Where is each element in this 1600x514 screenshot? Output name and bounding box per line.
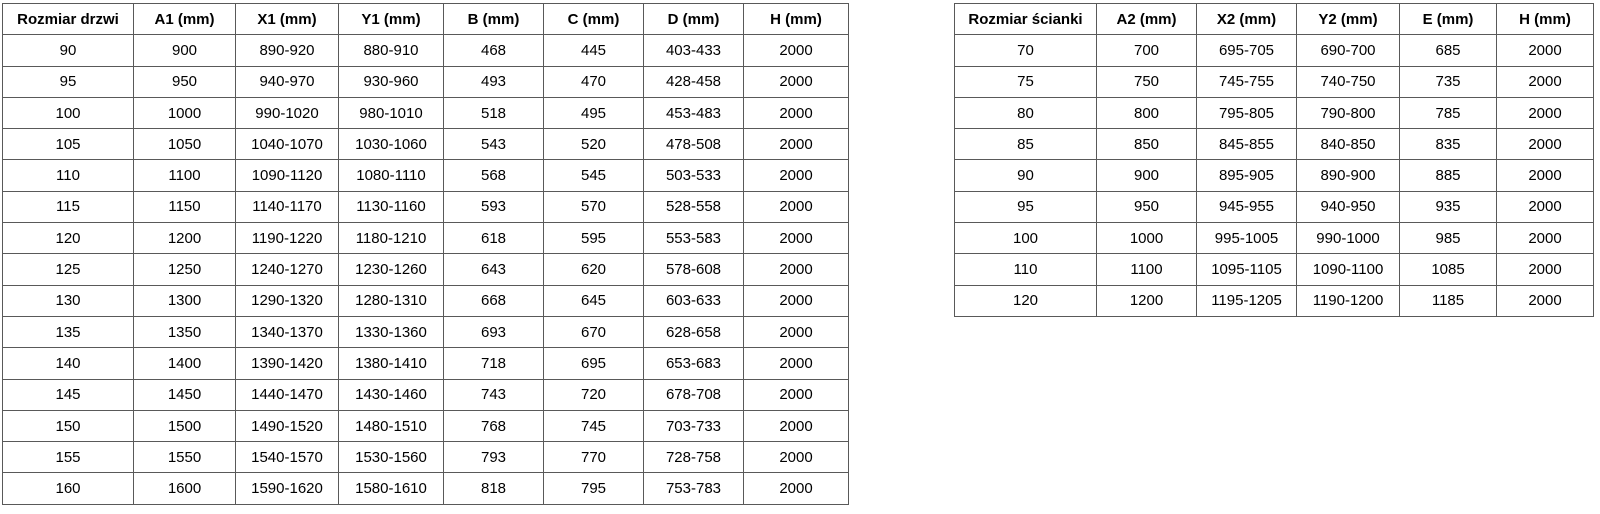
table-cell: 2000	[1497, 35, 1594, 66]
table-cell: 125	[3, 254, 134, 285]
table-cell: 720	[544, 379, 644, 410]
table-cell: 1530-1560	[339, 442, 444, 473]
table-cell: 670	[544, 316, 644, 347]
table-cell: 835	[1400, 129, 1497, 160]
table-cell: 1085	[1400, 254, 1497, 285]
column-header: Y1 (mm)	[339, 4, 444, 35]
table-cell: 115	[3, 191, 134, 222]
table-cell: 2000	[744, 97, 849, 128]
table-cell: 445	[544, 35, 644, 66]
table-cell: 793	[444, 442, 544, 473]
table-cell: 603-633	[644, 285, 744, 316]
table-cell: 940-950	[1297, 191, 1400, 222]
table-cell: 1340-1370	[236, 316, 339, 347]
table-cell: 2000	[1497, 191, 1594, 222]
table-cell: 95	[955, 191, 1097, 222]
table-cell: 700	[1097, 35, 1197, 66]
table-cell: 990-1000	[1297, 223, 1400, 254]
table-cell: 728-758	[644, 442, 744, 473]
header-row	[3, 4, 849, 35]
table-cell: 1440-1470	[236, 379, 339, 410]
table-cell: 95	[3, 66, 134, 97]
table-cell: 845-855	[1197, 129, 1297, 160]
column-header: X1 (mm)	[236, 4, 339, 35]
table-cell: 1380-1410	[339, 348, 444, 379]
table-cell: 2000	[1497, 160, 1594, 191]
column-header: H (mm)	[1497, 4, 1594, 35]
table-cell: 130	[3, 285, 134, 316]
table-cell: 653-683	[644, 348, 744, 379]
table-cell: 1240-1270	[236, 254, 339, 285]
header-row	[955, 4, 1594, 35]
table-cell: 2000	[1497, 66, 1594, 97]
table-cell: 2000	[744, 160, 849, 191]
table-cell: 553-583	[644, 223, 744, 254]
table-cell: 790-800	[1297, 97, 1400, 128]
column-header: Y2 (mm)	[1297, 4, 1400, 35]
table-cell: 1150	[134, 191, 236, 222]
table-cell: 478-508	[644, 129, 744, 160]
table-cell: 618	[444, 223, 544, 254]
table-cell: 120	[955, 285, 1097, 316]
table-cell: 785	[1400, 97, 1497, 128]
table-cell: 503-533	[644, 160, 744, 191]
table-cell: 2000	[1497, 223, 1594, 254]
table-cell: 935	[1400, 191, 1497, 222]
table-row	[3, 254, 849, 285]
table-cell: 593	[444, 191, 544, 222]
table-cell: 70	[955, 35, 1097, 66]
column-header: A1 (mm)	[134, 4, 236, 35]
table-cell: 2000	[744, 410, 849, 441]
table-cell: 543	[444, 129, 544, 160]
table-row	[3, 66, 849, 97]
table-cell: 528-558	[644, 191, 744, 222]
table-row	[955, 285, 1594, 316]
table-cell: 1280-1310	[339, 285, 444, 316]
table-cell: 1480-1510	[339, 410, 444, 441]
table-cell: 1195-1205	[1197, 285, 1297, 316]
table-cell: 745	[544, 410, 644, 441]
table-cell: 1430-1460	[339, 379, 444, 410]
column-header: H (mm)	[744, 4, 849, 35]
table-cell: 1190-1200	[1297, 285, 1400, 316]
table-cell: 950	[1097, 191, 1197, 222]
table-cell: 2000	[1497, 285, 1594, 316]
table-cell: 493	[444, 66, 544, 97]
table-cell: 155	[3, 442, 134, 473]
column-header: B (mm)	[444, 4, 544, 35]
column-header: X2 (mm)	[1197, 4, 1297, 35]
table-cell: 800	[1097, 97, 1197, 128]
table-cell: 1580-1610	[339, 473, 444, 504]
table-cell: 100	[955, 223, 1097, 254]
table-cell: 645	[544, 285, 644, 316]
table-cell: 1450	[134, 379, 236, 410]
table-cell: 1250	[134, 254, 236, 285]
table-cell: 1550	[134, 442, 236, 473]
table-cell: 428-458	[644, 66, 744, 97]
table-cell: 740-750	[1297, 66, 1400, 97]
table-cell: 160	[3, 473, 134, 504]
table-cell: 895-905	[1197, 160, 1297, 191]
column-header: Rozmiar ścianki	[955, 4, 1097, 35]
table-cell: 520	[544, 129, 644, 160]
table-cell: 668	[444, 285, 544, 316]
table-cell: 678-708	[644, 379, 744, 410]
table-cell: 745-755	[1197, 66, 1297, 97]
table-cell: 945-955	[1197, 191, 1297, 222]
table-cell: 940-970	[236, 66, 339, 97]
column-header: D (mm)	[644, 4, 744, 35]
table-cell: 1350	[134, 316, 236, 347]
table-cell: 795	[544, 473, 644, 504]
table-cell: 885	[1400, 160, 1497, 191]
table-row	[3, 160, 849, 191]
table-cell: 2000	[744, 191, 849, 222]
table-cell: 695-705	[1197, 35, 1297, 66]
table-row	[3, 473, 849, 504]
column-header: E (mm)	[1400, 4, 1497, 35]
table-cell: 753-783	[644, 473, 744, 504]
table-cell: 840-850	[1297, 129, 1400, 160]
table-cell: 518	[444, 97, 544, 128]
table-cell: 2000	[744, 473, 849, 504]
table-cell: 685	[1400, 35, 1497, 66]
table-cell: 110	[955, 254, 1097, 285]
table-cell: 995-1005	[1197, 223, 1297, 254]
table-cell: 735	[1400, 66, 1497, 97]
table-cell: 950	[134, 66, 236, 97]
table-cell: 145	[3, 379, 134, 410]
table-cell: 628-658	[644, 316, 744, 347]
table-cell: 1190-1220	[236, 223, 339, 254]
table-row	[3, 191, 849, 222]
table-row	[3, 316, 849, 347]
table-cell: 1540-1570	[236, 442, 339, 473]
table-cell: 2000	[744, 348, 849, 379]
table-cell: 1230-1260	[339, 254, 444, 285]
table-cell: 985	[1400, 223, 1497, 254]
column-header: C (mm)	[544, 4, 644, 35]
table-row	[3, 285, 849, 316]
table-row	[955, 223, 1594, 254]
table-cell: 578-608	[644, 254, 744, 285]
table-cell: 470	[544, 66, 644, 97]
table-cell: 1130-1160	[339, 191, 444, 222]
table-cell: 768	[444, 410, 544, 441]
table-cell: 1080-1110	[339, 160, 444, 191]
table-cell: 880-910	[339, 35, 444, 66]
table-cell: 468	[444, 35, 544, 66]
table-cell: 930-960	[339, 66, 444, 97]
table-cell: 453-483	[644, 97, 744, 128]
table-cell: 2000	[744, 223, 849, 254]
table-cell: 1000	[134, 97, 236, 128]
table-row	[3, 379, 849, 410]
table-cell: 75	[955, 66, 1097, 97]
table-cell: 2000	[1497, 254, 1594, 285]
table-row	[3, 410, 849, 441]
table-cell: 900	[1097, 160, 1197, 191]
table-cell: 568	[444, 160, 544, 191]
table-cell: 818	[444, 473, 544, 504]
table-cell: 110	[3, 160, 134, 191]
table-cell: 1185	[1400, 285, 1497, 316]
table-cell: 990-1020	[236, 97, 339, 128]
table-cell: 2000	[744, 35, 849, 66]
table-row	[955, 191, 1594, 222]
table-cell: 1000	[1097, 223, 1197, 254]
column-header: Rozmiar drzwi	[3, 4, 134, 35]
table-cell: 150	[3, 410, 134, 441]
table-cell: 1300	[134, 285, 236, 316]
table-cell: 1140-1170	[236, 191, 339, 222]
table-cell: 1040-1070	[236, 129, 339, 160]
door-size-table	[2, 3, 849, 505]
table-row	[3, 223, 849, 254]
table-cell: 2000	[744, 316, 849, 347]
column-header: A2 (mm)	[1097, 4, 1197, 35]
table-row	[955, 160, 1594, 191]
table-cell: 693	[444, 316, 544, 347]
table-cell: 90	[955, 160, 1097, 191]
table-cell: 1500	[134, 410, 236, 441]
table-cell: 890-900	[1297, 160, 1400, 191]
table-cell: 703-733	[644, 410, 744, 441]
table-cell: 545	[544, 160, 644, 191]
wall-size-table	[954, 3, 1594, 317]
table-cell: 1090-1100	[1297, 254, 1400, 285]
table-cell: 1200	[1097, 285, 1197, 316]
table-cell: 1400	[134, 348, 236, 379]
table-cell: 1180-1210	[339, 223, 444, 254]
table-cell: 403-433	[644, 35, 744, 66]
table-row	[955, 66, 1594, 97]
table-cell: 750	[1097, 66, 1197, 97]
table-cell: 2000	[744, 254, 849, 285]
table-cell: 1100	[134, 160, 236, 191]
table-cell: 980-1010	[339, 97, 444, 128]
table-cell: 620	[544, 254, 644, 285]
table-cell: 1090-1120	[236, 160, 339, 191]
table-cell: 643	[444, 254, 544, 285]
table-cell: 690-700	[1297, 35, 1400, 66]
table-cell: 1290-1320	[236, 285, 339, 316]
table-cell: 2000	[744, 442, 849, 473]
table-cell: 595	[544, 223, 644, 254]
table-cell: 1600	[134, 473, 236, 504]
table-row	[955, 254, 1594, 285]
table-cell: 795-805	[1197, 97, 1297, 128]
table-cell: 2000	[1497, 129, 1594, 160]
table-cell: 850	[1097, 129, 1197, 160]
table-cell: 900	[134, 35, 236, 66]
table-cell: 570	[544, 191, 644, 222]
table-cell: 90	[3, 35, 134, 66]
table-cell: 495	[544, 97, 644, 128]
table-row	[3, 129, 849, 160]
table-cell: 1590-1620	[236, 473, 339, 504]
table-cell: 1050	[134, 129, 236, 160]
table-row	[3, 442, 849, 473]
table-cell: 85	[955, 129, 1097, 160]
table-cell: 2000	[744, 66, 849, 97]
table-cell: 770	[544, 442, 644, 473]
table-cell: 1095-1105	[1197, 254, 1297, 285]
table-cell: 2000	[744, 129, 849, 160]
table-cell: 2000	[1497, 97, 1594, 128]
table-cell: 695	[544, 348, 644, 379]
table-cell: 2000	[744, 285, 849, 316]
table-cell: 1030-1060	[339, 129, 444, 160]
table-cell: 743	[444, 379, 544, 410]
table-cell: 2000	[744, 379, 849, 410]
table-cell: 105	[3, 129, 134, 160]
table-cell: 140	[3, 348, 134, 379]
table-cell: 100	[3, 97, 134, 128]
table-cell: 1200	[134, 223, 236, 254]
table-cell: 718	[444, 348, 544, 379]
table-cell: 120	[3, 223, 134, 254]
table-row	[955, 129, 1594, 160]
table-cell: 1100	[1097, 254, 1197, 285]
table-row	[955, 97, 1594, 128]
table-cell: 135	[3, 316, 134, 347]
table-cell: 80	[955, 97, 1097, 128]
table-cell: 1330-1360	[339, 316, 444, 347]
table-row	[3, 97, 849, 128]
table-row	[3, 348, 849, 379]
table-cell: 1390-1420	[236, 348, 339, 379]
table-row	[3, 35, 849, 66]
table-cell: 1490-1520	[236, 410, 339, 441]
table-row	[955, 35, 1594, 66]
table-cell: 890-920	[236, 35, 339, 66]
